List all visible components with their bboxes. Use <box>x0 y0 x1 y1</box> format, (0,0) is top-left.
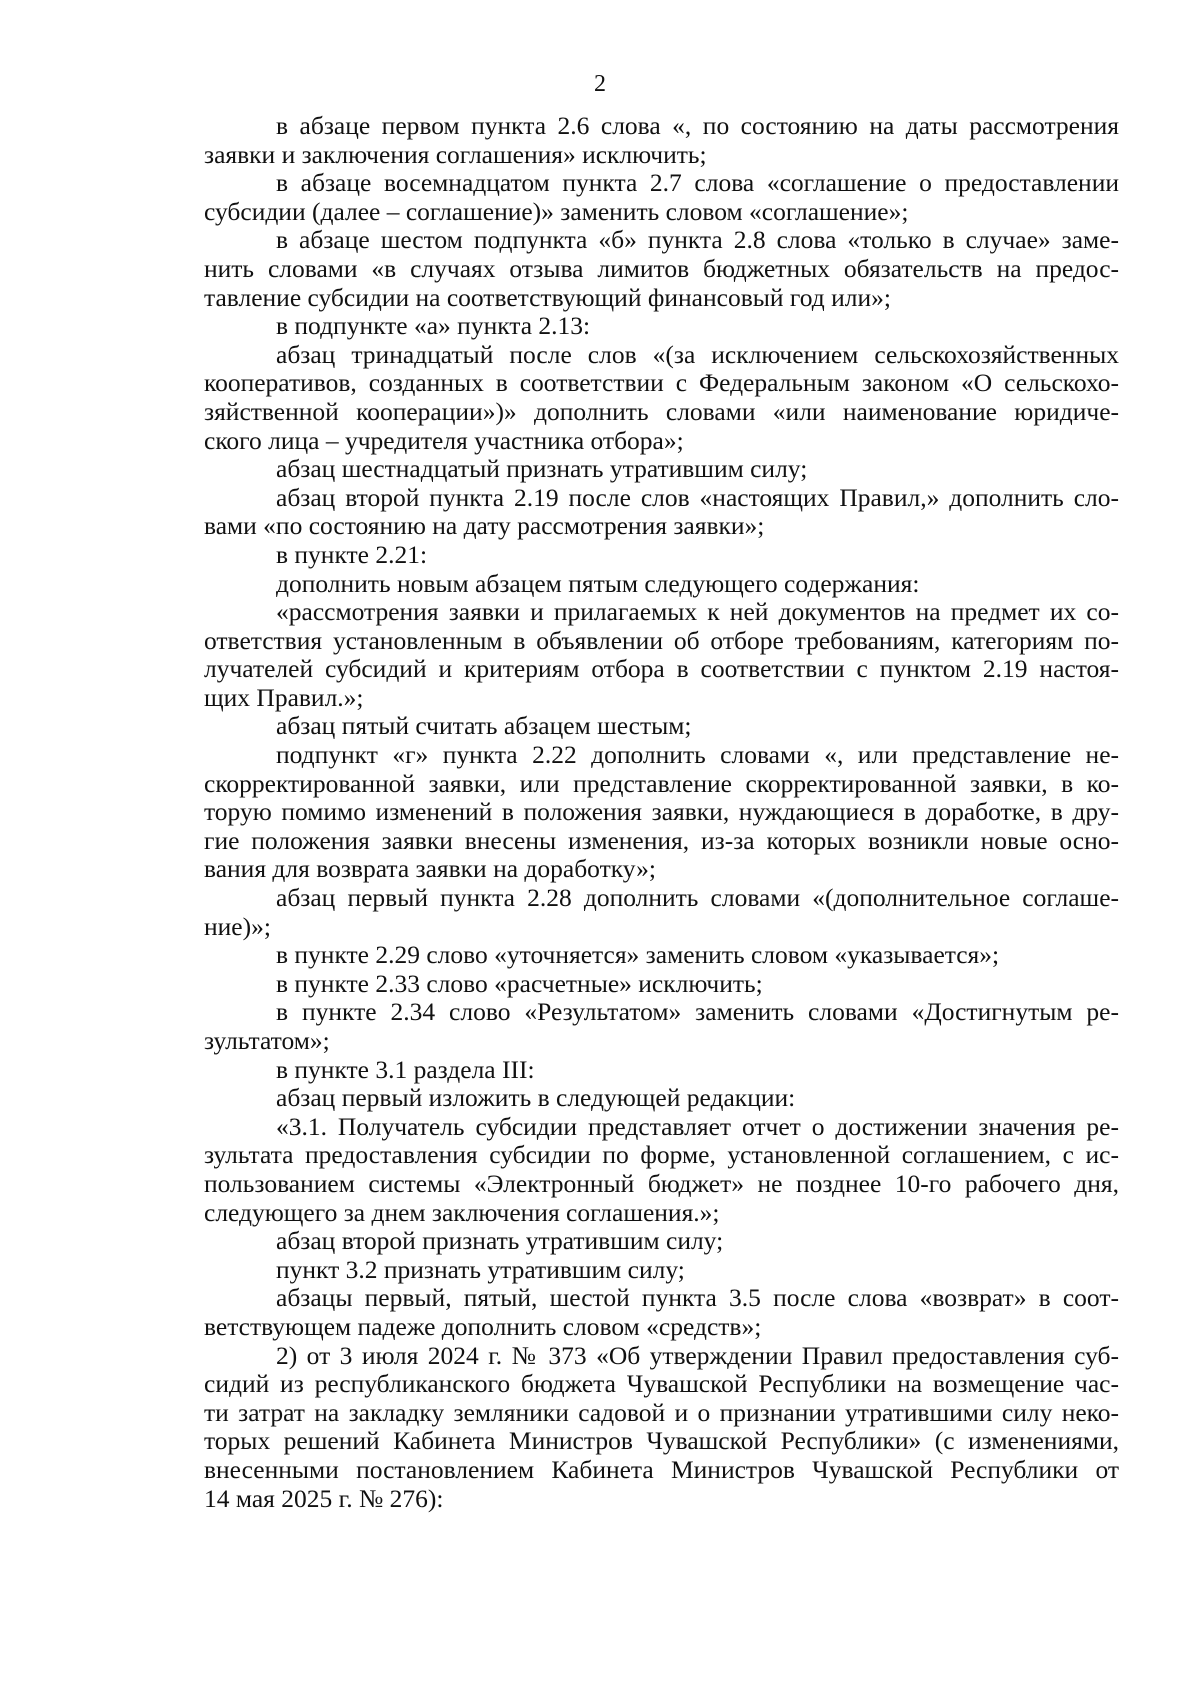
text-line: 2) от 3 июля 2024 г. № 373 «Об утверждении Правил предоставления суб- <box>276 1340 1119 1370</box>
text-line: скорректированной заявки, или представление скорректированной заявки, в ко- <box>204 768 1119 798</box>
text-line: зяйственной кооперации»)» дополнить словами «или наименование юридиче- <box>204 396 1119 426</box>
text-line: в пункте 2.33 слово «расчетные» исключить; <box>276 968 763 998</box>
text-line: субсидии (далее – соглашение)» заменить словом «соглашение»; <box>204 196 909 226</box>
text-line: щих Правил.»; <box>204 682 364 712</box>
text-line: кооперативов, созданных в соответствии с Федеральным законом «О сельскохо- <box>204 368 1119 398</box>
text-line: абзац шестнадцатый признать утратившим силу; <box>276 454 808 484</box>
text-line: пользованием системы «Электронный бюджет» не позднее 10-го рабочего дня, <box>204 1168 1119 1198</box>
text-line: тавление субсидии на соответствующий финансовый год или»; <box>204 282 891 312</box>
text-line: в пункте 3.1 раздела III: <box>276 1054 535 1084</box>
text-line: ти затрат на закладку земляники садовой и о признании утратившими силу неко- <box>204 1397 1119 1427</box>
text-line: абзац тринадцатый после слов «(за исключением сельскохозяйственных <box>276 339 1119 369</box>
text-line: сидий из республиканского бюджета Чувашской Республики на возмещение час- <box>204 1369 1119 1399</box>
text-line: гие положения заявки внесены изменения, из-за которых возникли новые осно- <box>204 825 1119 855</box>
text-line: абзац первый пункта 2.28 дополнить словами «(дополнительное соглаше- <box>276 883 1119 913</box>
text-line: подпункт «г» пункта 2.22 дополнить словами «, или представление не- <box>276 740 1119 770</box>
text-line: абзац пятый считать абзацем шестым; <box>276 711 692 741</box>
page-number: 2 <box>594 71 606 97</box>
text-line: в пункте 2.34 слово «Результатом» заменить словами «Достигнутым ре- <box>276 997 1119 1027</box>
text-line: в абзаце восемнадцатом пункта 2.7 слова «соглашение о предоставлении <box>276 168 1119 198</box>
text-line: «рассмотрения заявки и прилагаемых к ней документов на предмет их со- <box>276 597 1119 627</box>
text-line: ского лица – учредителя участника отбора»; <box>204 425 684 455</box>
text-line: зультатом»; <box>204 1026 330 1055</box>
text-line: 14 мая 2025 г. № 276): <box>204 1483 444 1513</box>
text-line: пункт 3.2 признать утратившим силу; <box>276 1254 685 1284</box>
text-line: в абзаце первом пункта 2.6 слова «, по состоянию на даты рассмотрения <box>276 111 1119 140</box>
text-line: «3.1. Получатель субсидии представляет отчет о достижении значения ре- <box>276 1111 1119 1141</box>
text-line: абзац второй пункта 2.19 после слов «настоящих Правил,» дополнить сло- <box>276 482 1119 512</box>
text-line: абзацы первый, пятый, шестой пункта 3.5 после слова «возврат» в соот- <box>276 1283 1119 1313</box>
text-line: абзац первый изложить в следующей редакции: <box>276 1083 796 1113</box>
text-line: в пункте 2.21: <box>276 539 428 569</box>
text-line: зультата предоставления субсидии по форме, установленной соглашением, с ис- <box>204 1140 1119 1170</box>
text-line: ние)»; <box>204 911 271 941</box>
text-line: ветствующем падеже дополнить словом «средств»; <box>204 1311 762 1341</box>
document-body <box>204 112 1119 1513</box>
text-line: в абзаце шестом подпункта «б» пункта 2.8 слова «только в случае» заме- <box>276 225 1119 255</box>
text-line: заявки и заключения соглашения» исключить; <box>204 139 707 169</box>
text-line: в пункте 2.29 слово «уточняется» заменить словом «указывается»; <box>276 940 1000 970</box>
text-line: вами «по состоянию на дату рассмотрения заявки»; <box>204 511 765 541</box>
text-line: торую помимо изменений в положения заявки, нуждающиеся в доработке, в дру- <box>204 797 1119 827</box>
text-line: вания для возврата заявки на доработку»; <box>204 854 656 884</box>
text-line: внесенными постановлением Кабинета Министров Чувашской Республики от <box>204 1454 1119 1484</box>
text-line: дополнить новым абзацем пятым следующего содержания: <box>276 568 920 598</box>
text-line: торых решений Кабинета Министров Чувашской Республики» (с изменениями, <box>204 1426 1119 1456</box>
text-line: лучателей субсидий и критериям отбора в соответствии с пунктом 2.19 настоя- <box>204 654 1119 684</box>
text-line: ответствия установленным в объявлении об отборе требованиям, категориям по- <box>204 625 1119 655</box>
text-line: нить словами «в случаях отзыва лимитов бюджетных обязательств на предос- <box>204 253 1119 283</box>
text-line: абзац второй признать утратившим силу; <box>276 1226 724 1256</box>
text-line: следующего за днем заключения соглашения.»; <box>204 1197 720 1227</box>
text-line: в подпункте «а» пункта 2.13: <box>276 311 591 341</box>
